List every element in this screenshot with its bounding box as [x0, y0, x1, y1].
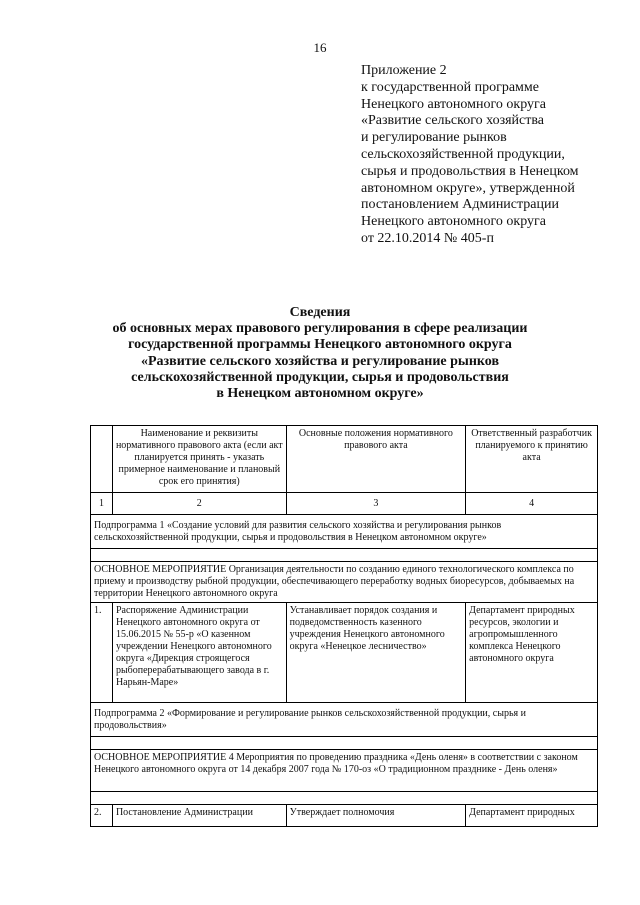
subprogram-row	[91, 515, 598, 549]
spacer-cell	[91, 549, 598, 562]
activity-row	[91, 562, 598, 603]
appendix-line: автономном округе», утвержденной	[361, 180, 575, 196]
subprogram-2: Подпрограмма 2 «Формирование и регулирование рынков сельскохозяйственной продукции, сырья и продовольствия»	[91, 703, 598, 737]
appendix-line: Приложение 2	[361, 63, 447, 78]
act-cell: Распоряжение Администрации Ненецкого автономного округа от 15.06.2015 № 55-р «О казенном учреждении Ненецкого автономного округа «Дирекция строящегося рыбоперерабатывающего завода в г. Нарьян-Маре»	[112, 603, 286, 703]
spacer-row	[91, 792, 598, 805]
provisions-cell: Устанавливает порядок создания и подведомственность казенного учреждения Ненецкого автономного округа «Ненецкое лесничество»	[286, 603, 466, 703]
measures-table	[90, 425, 598, 827]
act-cell: Постановление Администрации	[112, 805, 286, 827]
subprogram-row	[91, 703, 598, 737]
table-header-row	[91, 426, 598, 493]
column-number-row	[91, 493, 598, 515]
spacer-cell	[91, 737, 598, 750]
spacer-row	[91, 549, 598, 562]
row-number: 2.	[91, 805, 113, 827]
title-line: государственной программы Ненецкого автономного округа	[128, 337, 512, 353]
main-activity-1: ОСНОВНОЕ МЕРОПРИЯТИЕ Организация деятельности по созданию единого технологического комплекса по приему и производству рыбной продукции, обеспечивающего переработку водных биоресурсов, добываемых на территории Ненецкого автономного округа	[91, 562, 598, 603]
appendix-line: к государственной программе	[361, 79, 539, 95]
title-line: «Развитие сельского хозяйства и регулирование рынков	[140, 353, 500, 369]
developer-cell: Департамент природных ресурсов, экологии и агропромышленного комплекса Ненецкого автономного округа	[466, 603, 598, 703]
main-activity-4: ОСНОВНОЕ МЕРОПРИЯТИЕ 4 Мероприятия по проведению праздника «День оленя» в соответствии с законом Ненецкого автономного округа от 14 декабря 2007 года № 170-оз «О традиционном празднике - День оленя»	[91, 750, 598, 792]
appendix-line: сырья и продовольствия в Ненецком	[361, 163, 579, 179]
appendix-line: и регулирование рынков	[361, 130, 507, 146]
provisions-cell: Утверждает полномочия	[286, 805, 466, 827]
title-line: об основных мерах правового регулирования в сфере реализации	[112, 321, 528, 337]
appendix-line: «Развитие сельского хозяйства	[361, 113, 545, 129]
header-cell-act: Наименование и реквизиты нормативного правового акта (если акт планируется принять - указать примерное наименование и плановый срок его принятия)	[112, 426, 286, 493]
table-row	[91, 603, 598, 703]
title-line: Сведения	[289, 305, 351, 320]
title-line: сельскохозяйственной продукции, сырья и продовольствия	[131, 369, 509, 385]
title-line: в Ненецком автономном округе»	[216, 386, 424, 402]
header-cell-provisions: Основные положения нормативного правового акта	[286, 426, 466, 493]
column-number: 2	[112, 493, 286, 515]
table-row	[91, 805, 598, 827]
appendix-line: от 22.10.2014 № 405-п	[361, 230, 494, 246]
developer-cell: Департамент природных	[466, 805, 598, 827]
header-cell-developer: Ответственный разработчик планируемого к принятию акта	[466, 426, 598, 493]
subprogram-1: Подпрограмма 1 «Создание условий для развития сельского хозяйства и регулирования рынков сельскохозяйственной продукции, сырья и продовольствия в Ненецком автономном округе»	[91, 515, 598, 549]
activity-row	[91, 750, 598, 792]
appendix-line: сельскохозяйственной продукции,	[361, 146, 565, 162]
column-number: 3	[286, 493, 466, 515]
appendix-line: Ненецкого автономного округа	[361, 96, 546, 112]
row-number: 1.	[91, 603, 113, 703]
spacer-cell	[91, 792, 598, 805]
page-number: 16	[313, 40, 327, 55]
header-cell-number	[91, 426, 113, 493]
appendix-line: постановлением Администрации	[361, 197, 559, 213]
document-title	[0, 305, 640, 402]
column-number: 1	[91, 493, 113, 515]
appendix-line: Ненецкого автономного округа	[361, 214, 546, 230]
column-number: 4	[466, 493, 598, 515]
spacer-row	[91, 737, 598, 750]
appendix-note	[361, 63, 631, 248]
